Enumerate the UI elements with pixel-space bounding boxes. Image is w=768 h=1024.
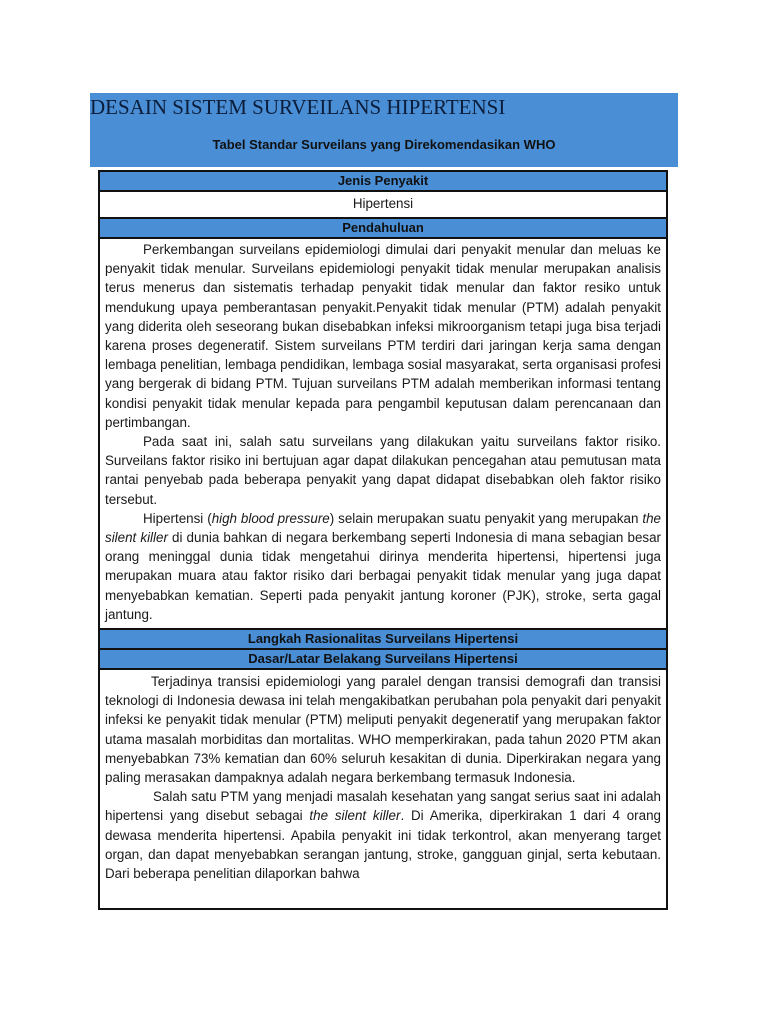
pendahuluan-body	[100, 239, 666, 630]
p3-text-c: di dunia bahkan di negara berkembang seperti Indonesia di mana sebagian besar orang meninggal dunia tidak mengetahui dirinya menderita hipertensi, hipertensi juga merupakan muara atau faktor risiko dari berbagai penyakit tidak menular yang juga dapat menyebabkan kematian. Seperti pada penyakit jantung koroner (PJK), stroke, serta gagal jantung.	[105, 530, 661, 622]
p3-italic-2: the silent killer	[105, 510, 661, 546]
title-banner	[90, 93, 678, 167]
pendahuluan-paragraph-3	[105, 509, 661, 624]
p3-text-a: Hipertensi (	[143, 510, 212, 526]
jenis-penyakit-header: Jenis Penyakit	[100, 172, 666, 192]
dasar-body	[100, 670, 666, 908]
dasar-paragraph-2	[105, 787, 661, 883]
dasar-paragraph-1: Terjadinya transisi epidemiologi yang paralel dengan transisi demografi dan transisi teknologi di Indonesia dewasa ini telah mengakibatkan perubahan pola penyakit dari penyakit infeksi ke penyakit tidak menular (PTM) meliputi penyakit degeneratif yang merupakan faktor utama masalah morbiditas dan mortalitas. WHO memperkirakan, pada tahun 2020 PTM akan menyebabkan 73% kematian dan 60% seluruh kesakitan di dunia. Diperkirakan negara yang paling merasakan dampaknya adalah negara berkembang termasuk Indonesia.	[105, 674, 661, 786]
document-title: DESAIN SISTEM SURVEILANS HIPERTENSI	[90, 95, 506, 119]
dasar-p2-text-b: . Di Amerika, diperkirakan 1 dari 4 orang dewasa menderita hipertensi. Apabila penyakit ini tidak terkontrol, akan menyerang target organ, dan dapat menyebabkan serangan jantung, stroke, gangguan ginjal, serta kebutaan. Dari beberapa penelitian dilaporkan bahwa	[105, 808, 661, 882]
jenis-penyakit-value: Hipertensi	[100, 192, 666, 219]
document-subtitle: Tabel Standar Surveilans yang Direkomendasikan WHO	[212, 137, 556, 152]
p3-italic-1: high blood pressure	[211, 510, 330, 526]
surveillance-table	[98, 170, 668, 910]
langkah-header: Langkah Rasionalitas Surveilans Hipertensi	[100, 630, 666, 650]
p3-text-b: ) selain merupakan suatu penyakit yang merupakan	[329, 510, 643, 526]
dasar-p2-text-a: Salah satu PTM yang menjadi masalah kesehatan yang sangat serius saat ini adalah hipertensi yang disebut sebagai	[105, 789, 661, 824]
pendahuluan-header: Pendahuluan	[100, 219, 666, 239]
pendahuluan-paragraph-1: Perkembangan surveilans epidemiologi dimulai dari penyakit menular dan meluas ke penyakit tidak menular. Surveilans epidemiologi penyakit tidak menular merupakan analisis terus menerus dan sistematis terhadap penyakit tidak menular dan faktor resiko untuk mendukung upaya pemberantasan penyakit.Penyakit tidak menular (PTM) adalah penyakit yang diderita oleh seseorang bukan disebabkan infeksi mikroorganism tetapi juga bisa terjadi karena proses degeneratif. Sistem surveilans PTM terdiri dari jaringan kerja sama dengan lembaga penelitian, lembaga pendidikan, lembaga sosial masyarakat, serta organisasi profesi yang bergerak di bidang PTM. Tujuan surveilans PTM adalah memberikan informasi tentang kondisi penyakit tidak menular kepada para pengambil keputusan dalam perencanaan dan pertimbangan.	[105, 242, 661, 430]
pendahuluan-paragraph-2: Pada saat ini, salah satu surveilans yang dilakukan yaitu surveilans faktor risiko. Surveilans faktor risiko ini bertujuan agar dapat dilakukan pencegahan atau pemutusan mata rantai penyebab pada beberapa penyakit yang dapat didapat disebabkan oleh faktor risiko tersebut.	[105, 434, 661, 507]
dasar-header: Dasar/Latar Belakang Surveilans Hipertensi	[100, 650, 666, 670]
dasar-p2-italic: the silent killer	[309, 808, 401, 824]
